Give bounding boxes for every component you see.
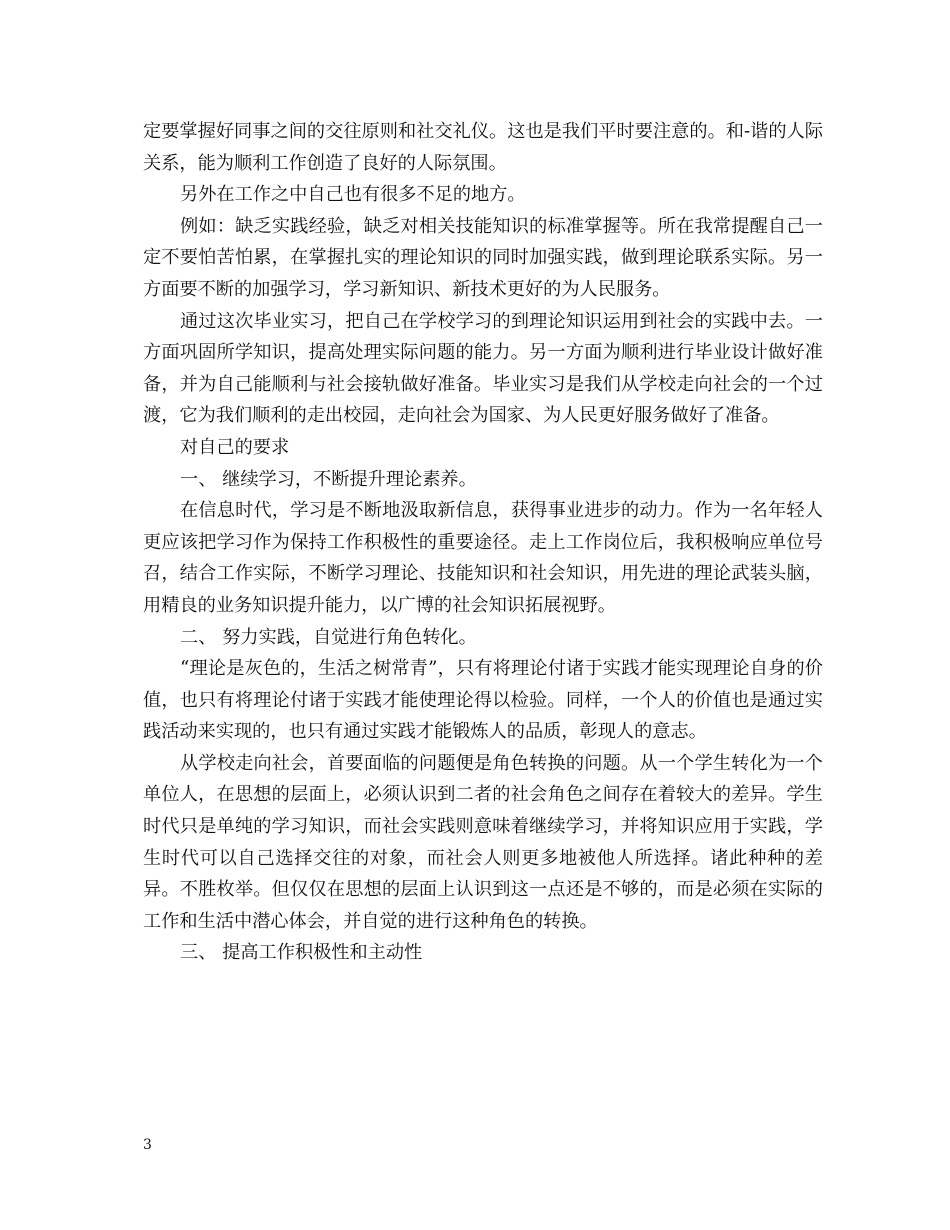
paragraph: 另外在工作之中自己也有很多不足的地方。 — [180, 184, 526, 206]
page-number: 3 — [143, 1137, 152, 1153]
paragraph: “理论是灰色的，生活之树常青”，只有将理论付诸于实践才能实现理论自身的价值，也只有将理论付诸于实践才能使理论得以检验。同样，一个人的价值也是通过实践活动来实现的，也只有通过实践才能锻炼人的品质，彰现人的意志。 — [143, 658, 823, 743]
numbered-heading: 三、 提高工作积极性和主动性 — [180, 942, 423, 964]
numbered-heading: 二、 努力实践，自觉进行角色转化。 — [180, 626, 477, 648]
paragraph: 从学校走向社会，首要面临的问题便是角色转换的问题。从一个学生转化为一个单位人，在思想的层面上，必须认识到二者的社会角色之间存在着较大的差异。学生时代只是单纯的学习知识，而社会实践则意味着继续学习，并将知识应用于实践，学生时代可以自己选择交往的对象，而社会人则更多地被他人所选择。诸此种种的差异。不胜枚举。但仅仅在思想的层面上认识到这一点还是不够的，而是必须在实际的工作和生活中潜心体会，并自觉的进行这种角色的转换。 — [143, 752, 823, 932]
document-body — [143, 116, 823, 969]
paragraph: 定要掌握好同事之间的交往原则和社交礼仪。这也是我们平时要注意的。和-谐的人际关系，能为顺利工作创造了良好的人际氛围。 — [143, 121, 823, 174]
paragraph: 例如：缺乏实践经验，缺乏对相关技能知识的标准掌握等。所在我常提醒自己一定不要怕苦怕累，在掌握扎实的理论知识的同时加强实践，做到理论联系实际。另一方面要不断的加强学习，学习新知识、新技术更好的为人民服务。 — [143, 215, 823, 300]
paragraph: 通过这次毕业实习，把自己在学校学习的到理论知识运用到社会的实践中去。一方面巩固所学知识，提高处理实际问题的能力。另一方面为顺利进行毕业设计做好准备，并为自己能顺利与社会接轨做好准备。毕业实习是我们从学校走向社会的一个过渡，它为我们顺利的走出校园，走向社会为国家、为人民更好服务做好了准备。 — [143, 310, 823, 427]
section-heading: 对自己的要求 — [180, 436, 290, 458]
paragraph: 在信息时代，学习是不断地汲取新信息，获得事业进步的动力。作为一名年轻人更应该把学习作为保持工作积极性的重要途径。走上工作岗位后，我积极响应单位号召，结合工作实际，不断学习理论、技能知识和社会知识，用先进的理论武装头脑，用精良的业务知识提升能力，以广博的社会知识拓展视野。 — [143, 500, 823, 616]
numbered-heading: 一、 继续学习，不断提升理论素养。 — [180, 468, 477, 490]
